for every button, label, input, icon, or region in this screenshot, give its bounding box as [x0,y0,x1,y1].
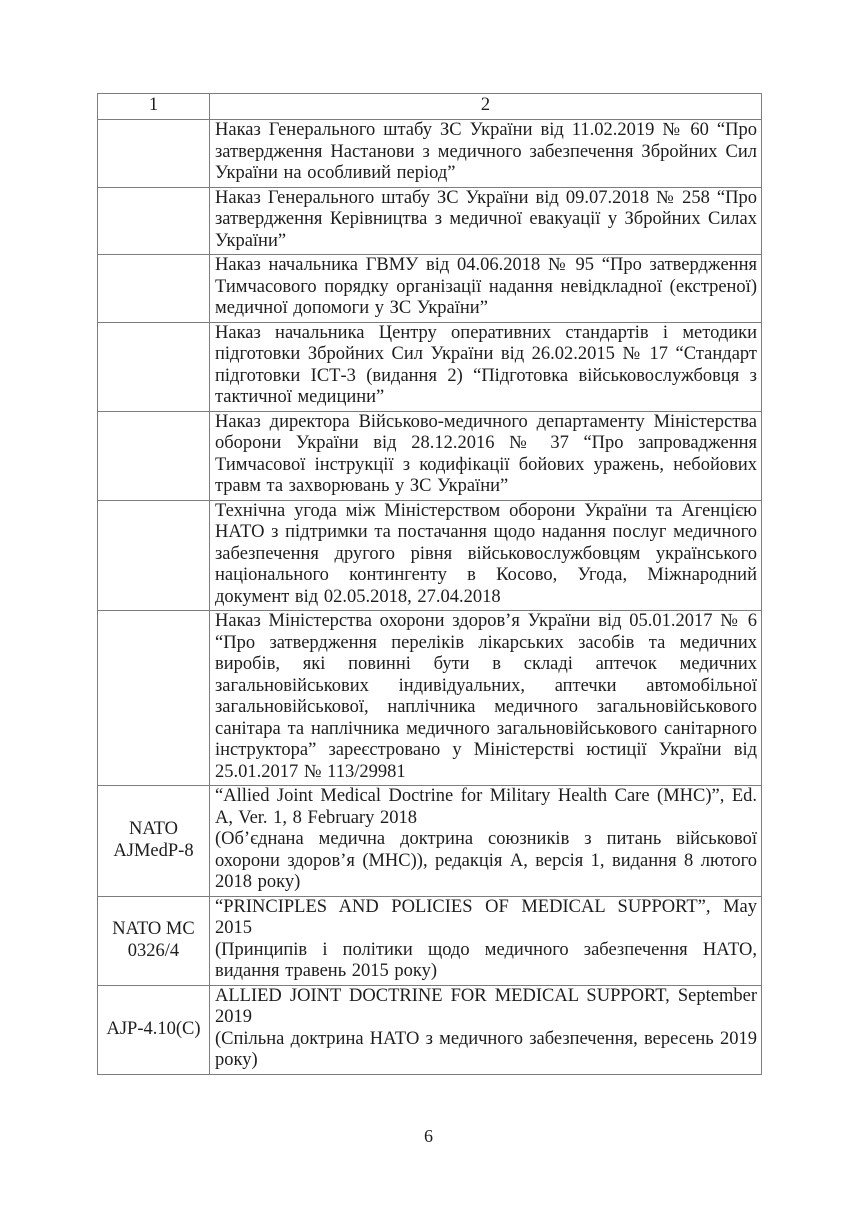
description-cell [210,187,762,255]
table-row [98,896,762,985]
ref-cell [98,187,210,255]
description-paragraph: (Принципів і політики щодо медичного забезпечення НАТО, видання травень 2015 року) [215,939,757,981]
description-paragraph: “Allied Joint Medical Doctrine for Military Health Care (MHC)”, Ed. A, Ver. 1, 8 February 2018 [215,786,757,828]
table-row [98,611,762,786]
description-cell [210,120,762,188]
table-row [98,411,762,500]
description-cell [210,322,762,411]
description-paragraph: Технічна угода між Міністерством оборони України та Агенцією НАТО з підтримки та постачання щодо надання послуг медичного забезпечення другого рівня військовослужбовцям українського національного контингенту в Косово, Угода, Міжнародний документ від 02.05.2018, 27.04.2018 [215,500,757,607]
description-cell [210,500,762,611]
table-row [98,322,762,411]
description-cell [210,786,762,897]
ref-cell: AJP-4.10(C) [98,985,210,1074]
description-paragraph: Наказ начальника Центру оперативних стандартів і методики підготовки Збройних Сил України від 26.02.2015 № 17 “Стандарт підготовки ІСТ-3 (видання 2) “Підготовка військовослужбовця з тактичної медицини” [215,322,757,407]
ref-cell [98,255,210,323]
table-header-row [98,94,762,120]
description-paragraph: (Об’єднана медична доктрина союзників з питань військової охорони здоров’я (MHC)), редакція A, версія 1, видання 8 лютого 2018 року) [215,829,757,892]
description-cell [210,411,762,500]
table-row [98,187,762,255]
description-paragraph: ALLIED JOINT DOCTRINE FOR MEDICAL SUPPORT, September 2019 [215,985,757,1027]
description-paragraph: Наказ директора Військово-медичного департаменту Міністерства оборони України від 28.12.2016 № 37 “Про запровадження Тимчасової інструкції з кодифікації бойових уражень, небойових травм та захворювань у ЗС України” [215,411,757,496]
table-row [98,786,762,897]
description-paragraph: (Спільна доктрина НАТО з медичного забезпечення, вересень 2019 року) [215,1028,757,1070]
ref-cell [98,611,210,786]
table-row [98,120,762,188]
ref-cell [98,411,210,500]
table-row [98,255,762,323]
column-header-2: 2 [210,94,762,120]
ref-cell: NATO AJMedP-8 [98,786,210,897]
table-row [98,985,762,1074]
ref-cell: NATO MC 0326/4 [98,896,210,985]
documents-table [97,93,762,1075]
description-cell [210,255,762,323]
description-cell [210,896,762,985]
page-number: 6 [424,1126,433,1146]
description-paragraph: Наказ Генерального штабу ЗС України від 11.02.2019 № 60 “Про затвердження Настанови з медичного забезпечення Збройних Сил України на особливий період” [215,120,757,183]
description-paragraph: Наказ Міністерства охорони здоров’я України від 05.01.2017 № 6 “Про затвердження переліків лікарських засобів та медичних виробів, які повинні бути в складі аптечок медичних загальновійськових індивідуальних, аптечки автомобільної загальновійськової, наплічника медичного загальновійськового санітара та наплічника медичного загальновійськового санітарного інструктора” зареєстровано у Міністерстві юстиції України від 25.01.2017 № 113/29981 [215,611,757,782]
ref-cell [98,322,210,411]
ref-cell [98,120,210,188]
description-paragraph: “PRINCIPLES AND POLICIES OF MEDICAL SUPPORT”, May 2015 [215,896,757,938]
description-cell [210,985,762,1074]
description-paragraph: Наказ Генерального штабу ЗС України від 09.07.2018 № 258 “Про затвердження Керівництва з медичної евакуації у Збройних Силах України” [215,187,757,251]
table-row [98,500,762,611]
column-header-1: 1 [98,94,210,120]
description-cell [210,611,762,786]
ref-cell [98,500,210,611]
description-paragraph: Наказ начальника ГВМУ від 04.06.2018 № 95 “Про затвердження Тимчасового порядку організації надання невідкладної (екстреної) медичної допомоги у ЗС України” [215,255,757,318]
